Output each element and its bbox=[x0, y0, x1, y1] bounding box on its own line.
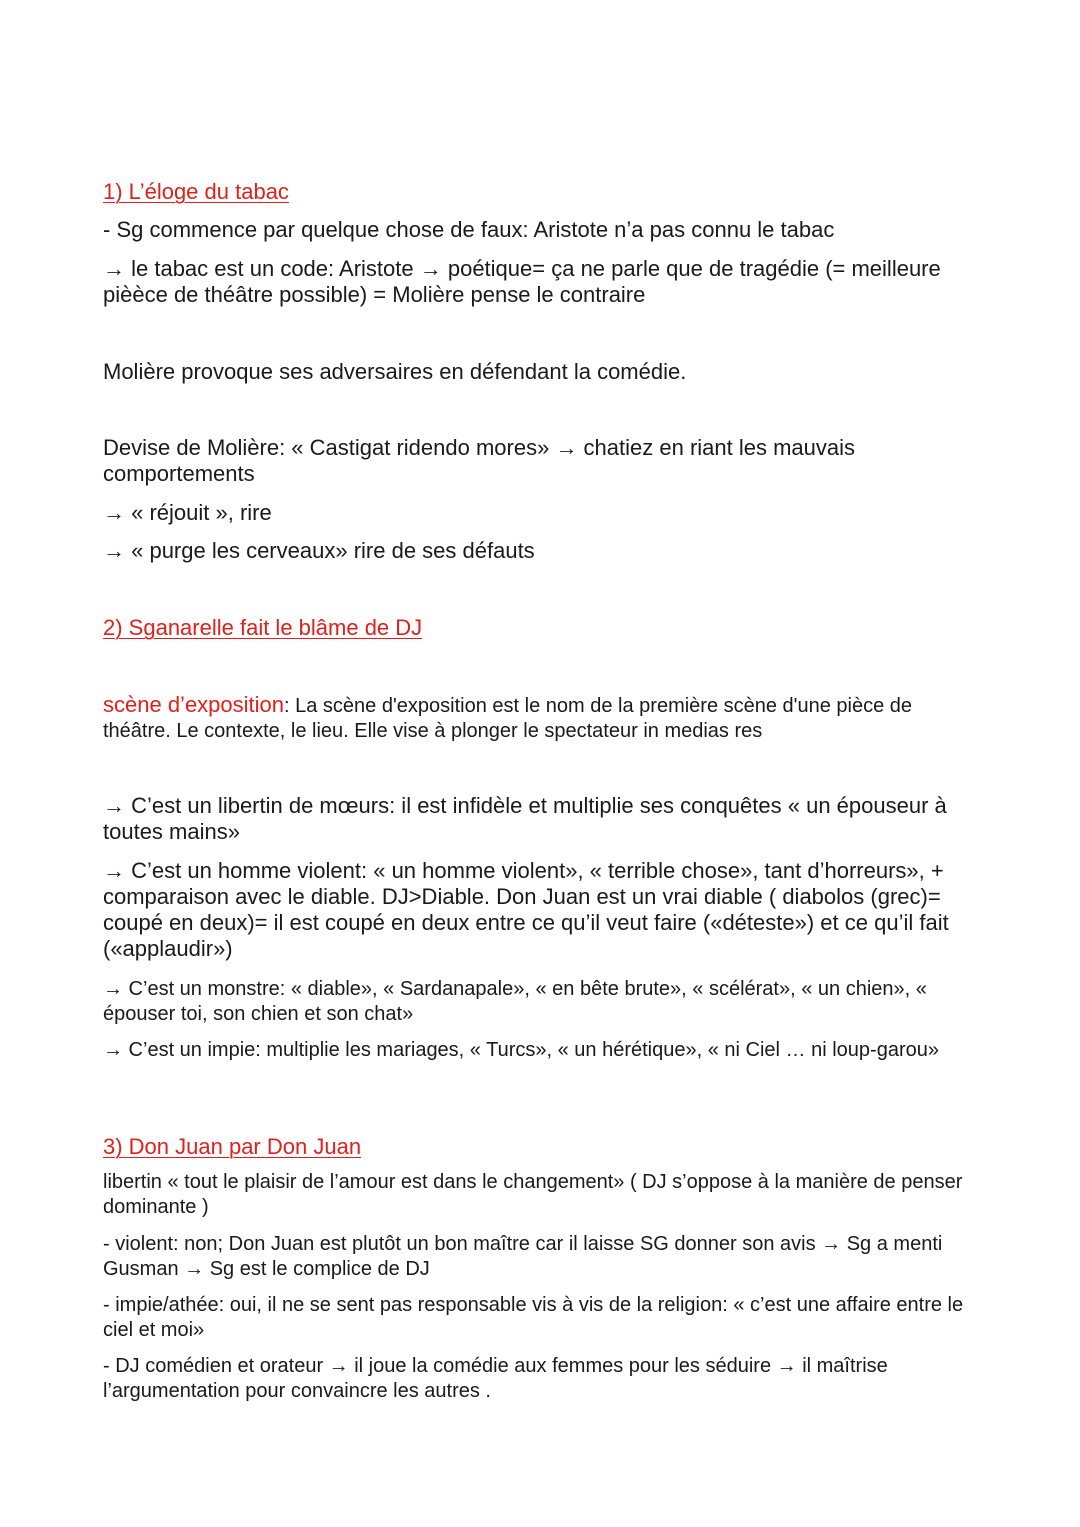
section-1-line-6: → « purge les cerveaux» rire de ses défauts bbox=[103, 538, 535, 563]
section-1-line-3: Molière provoque ses adversaires en défendant la comédie. bbox=[103, 359, 687, 384]
section-2-definition bbox=[103, 692, 983, 744]
section-2-heading: 2) Sganarelle fait le blâme de DJ bbox=[103, 615, 423, 640]
section-2-line-4: → C’est un impie: multiplie les mariages, « Turcs», « un hérétique», « ni Ciel … ni loup-garou» bbox=[103, 1039, 939, 1061]
section-1-line-5: → « réjouit », rire bbox=[103, 500, 272, 525]
section-1-line-4: Devise de Molière: « Castigat ridendo mores» → chatiez en riant les mauvais comportements bbox=[103, 435, 856, 486]
section-2-line-2: → C’est un homme violent: « un homme violent», « terrible chose», tant d’horreurs», + comparaison avec le diable. DJ>Diable. Don Juan est un vrai diable ( diabolos (grec)= coupé en deux)= il est coupé en deux entre ce qu’il veut faire («déteste») et ce qu’il fait («applaudir») bbox=[103, 858, 949, 961]
definition-term: scène d’exposition bbox=[103, 692, 285, 717]
section-1-heading: 1) L’éloge du tabac bbox=[103, 179, 289, 204]
definition-text: : La scène d'exposition est le nom de la première scène d'une pièce de théâtre. Le contexte, le lieu. Elle vise à plonger le spectateur in medias res bbox=[103, 695, 913, 742]
section-3-line-1: libertin « tout le plaisir de l’amour est dans le changement» ( DJ s’oppose à la manière de penser dominante ) bbox=[103, 1171, 963, 1218]
section-2-line-3: → C’est un monstre: « diable», « Sardanapale», « en bête brute», « scélérat», « un chien», « épouser toi, son chien et son chat» bbox=[103, 978, 927, 1025]
section-1-line-2: → le tabac est un code: Aristote → poétique= ça ne parle que de tragédie (= meilleure pièèce de théâtre possible) = Molière pense le contraire bbox=[103, 256, 941, 307]
section-2-line-1: → C’est un libertin de mœurs: il est infidèle et multiplie ses conquêtes « un épouseur à toutes mains» bbox=[103, 793, 947, 844]
section-3-line-3: - impie/athée: oui, il ne se sent pas responsable vis à vis de la religion: « c’est une affaire entre le ciel et moi» bbox=[103, 1294, 964, 1341]
section-1-line-1: - Sg commence par quelque chose de faux: Aristote n’a pas connu le tabac bbox=[103, 217, 835, 242]
section-3-heading: 3) Don Juan par Don Juan bbox=[103, 1134, 362, 1159]
section-3-line-2: - violent: non; Don Juan est plutôt un bon maître car il laisse SG donner son avis → Sg a menti Gusman → Sg est le complice de DJ bbox=[103, 1233, 943, 1280]
section-3-line-4: - DJ comédien et orateur → il joue la comédie aux femmes pour les séduire → il maîtrise l’argumentation pour convaincre les autres . bbox=[103, 1355, 888, 1402]
